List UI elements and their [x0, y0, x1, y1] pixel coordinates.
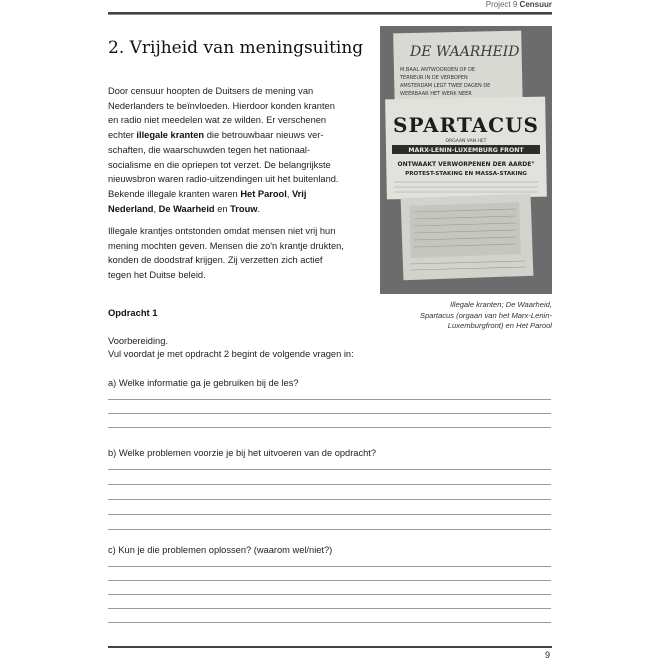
running-header — [486, 0, 552, 9]
newspapers-illustration — [380, 26, 552, 294]
body-paragraph-2 — [108, 224, 344, 283]
answer-line-b1[interactable] — [108, 469, 551, 470]
text-line — [108, 187, 339, 202]
spartacus-headline: PROTEST-STAKING EN MASSA-STAKING — [405, 171, 527, 177]
bold-term: Trouw — [230, 203, 258, 214]
header-rule-thin — [108, 14, 552, 15]
page-number: 9 — [544, 650, 550, 660]
answer-line-c2[interactable] — [108, 580, 551, 581]
text-line: konden de doodstraf krijgen. Zij verzetten zich actief — [108, 255, 323, 266]
header-project: Project 9 — [485, 0, 518, 9]
spartacus-sub: ORGAAN VAN HET — [445, 139, 487, 144]
answer-line-b4[interactable] — [108, 514, 551, 515]
answer-line-b3[interactable] — [108, 499, 551, 500]
question-b: b) Welke problemen voorzie je bij het uitvoeren van de opdracht? — [108, 448, 377, 458]
bold-term: illegale kranten — [136, 130, 205, 141]
caption-line: Luxemburgfront) en Het Parool — [447, 321, 552, 330]
text-span: , — [153, 203, 159, 214]
text-span: . — [257, 203, 261, 214]
photo-caption — [370, 300, 552, 332]
text-span: en — [214, 203, 231, 214]
waarheid-line: WEERBAAR HET WERK NEER — [400, 91, 472, 97]
spartacus-headline: ONTWAAKT VERWORPENEN DER AARDE" — [397, 161, 535, 168]
text-line: Illegale krantjes ontstonden omdat mensen niet vrij hun — [108, 226, 336, 236]
question-a: a) Welke informatie ga je gebruiken bij de les? — [108, 378, 299, 388]
text-span: die betrouwbaar nieuws ver- — [204, 130, 324, 141]
bold-term: Vrij — [291, 188, 307, 199]
answer-line-a1[interactable] — [108, 399, 551, 400]
answer-line-a3[interactable] — [108, 427, 551, 428]
waarheid-line: M.BAAL ANTWOORDEN OP DE — [400, 67, 476, 73]
bold-term: De Waarheid — [158, 203, 215, 214]
newspapers-photo — [380, 26, 552, 294]
section-title: 2. Vrijheid van meningsuiting — [108, 38, 364, 58]
answer-line-a2[interactable] — [108, 413, 551, 414]
spartacus-front: MARX-LENIN-LUXEMBURG FRONT — [408, 147, 524, 154]
caption-line: Illegale kranten; De Waarheid, — [449, 300, 552, 309]
answer-line-c3[interactable] — [108, 594, 551, 595]
caption-line: Spartacus (orgaan van het Marx-Lenin- — [419, 310, 552, 320]
text-span: , — [286, 188, 292, 199]
text-line: schaften, die waarschuwden tegen het nationaal- — [108, 144, 311, 155]
answer-line-c4[interactable] — [108, 608, 551, 609]
exercise-heading: Opdracht 1 — [108, 307, 158, 318]
spartacus-masthead: SPARTACUS — [393, 113, 539, 137]
header-chapter: Censuur — [519, 0, 552, 9]
exercise-intro: Voorbereiding. — [108, 336, 168, 346]
body-paragraph-1 — [108, 84, 339, 216]
waarheid-masthead: DE WAARHEID — [410, 44, 520, 60]
exercise-instruction: Vul voordat je met opdracht 2 begint de volgende vragen in: — [108, 349, 354, 359]
text-line: socialisme en die opriepen tot verzet. De belangrijkste — [108, 159, 331, 170]
question-c: c) Kun je die problemen oplossen? (waarom wel/niet?) — [108, 545, 333, 555]
bold-term: Nederland — [108, 203, 154, 214]
answer-line-c5[interactable] — [108, 622, 551, 623]
text-line — [108, 128, 339, 143]
text-line: Nederlanders te beïnvloeden. Hierdoor konden kranten — [108, 100, 335, 111]
text-line: Door censuur hoopten de Duitsers de mening van — [108, 86, 314, 96]
text-line: mening mochten geven. Mensen die zo'n krantje drukten, — [108, 240, 344, 251]
footer-rule — [108, 646, 552, 648]
text-line: nieuwsbron waren radio-uitzendingen uit het buitenland. — [108, 174, 339, 185]
waarheid-line: AMSTERDAM LEGT TWEE DAGEN DE — [400, 83, 491, 89]
answer-line-b5[interactable] — [108, 529, 551, 530]
text-span: echter — [108, 130, 137, 141]
text-span: Bekende illegale kranten waren — [108, 188, 241, 199]
bold-term: Het Parool — [240, 188, 287, 199]
answer-line-c1[interactable] — [108, 566, 551, 567]
text-line: en radio niet meedelen wat ze wilden. Er verschenen — [108, 115, 327, 126]
waarheid-line: TERREUR IN DE VERBOPEN — [400, 75, 468, 81]
text-line — [108, 202, 339, 217]
text-line: tegen het Duitse beleid. — [108, 270, 206, 281]
answer-line-b2[interactable] — [108, 484, 551, 485]
